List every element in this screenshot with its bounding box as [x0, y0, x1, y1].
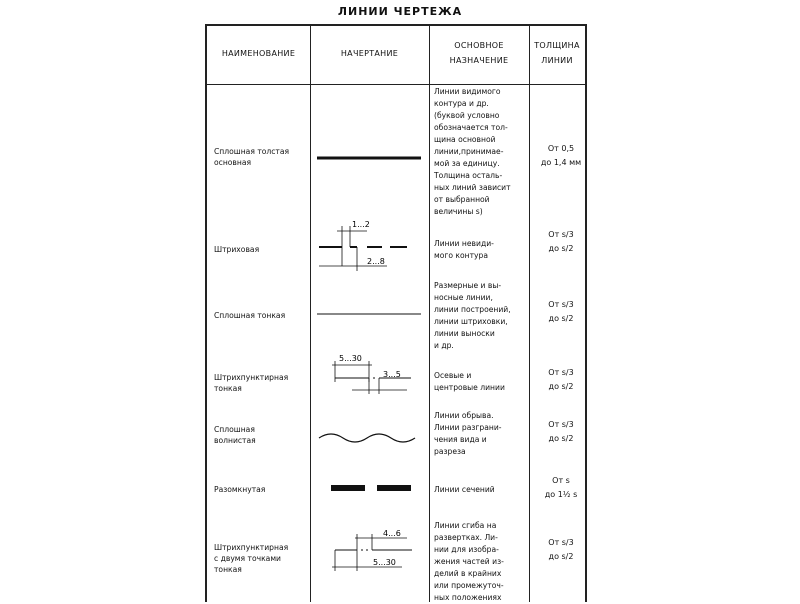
row-1-name: Сплошная толстая основная — [214, 147, 290, 167]
row-3-purpose: Размерные и вы- носные линии, линии построений, линии штриховки, линии выноски и др. — [434, 281, 511, 350]
row-2-thickness: От s/3 до s/2 — [548, 230, 574, 253]
header-name: НАИМЕНОВАНИЕ — [221, 49, 296, 58]
row-6-name: Разомкнутая — [214, 485, 266, 494]
dash-double-dot-line-sample — [332, 529, 412, 571]
header-purpose: ОСНОВНОЕ НАЗНАЧЕНИЕ — [449, 41, 509, 65]
dashed-line-sample — [319, 220, 407, 271]
row-2-name: Штриховая — [214, 245, 260, 254]
row-7-name: Штрихпунктирная с двумя точками тонкая — [214, 543, 289, 574]
header-drawing: НАЧЕРТАНИЕ — [340, 49, 399, 58]
row-4-thickness: От s/3 до s/2 — [548, 368, 574, 391]
row-3-thickness: От s/3 до s/2 — [548, 300, 574, 323]
row-7-thickness: От s/3 до s/2 — [548, 538, 574, 561]
dash-length-label: 1...2 — [352, 220, 370, 229]
row-5-thickness: От s/3 до s/2 — [548, 420, 574, 443]
row-2-purpose: Линии невиди- мого контура — [434, 239, 494, 260]
gap-length-label: 4...6 — [383, 529, 401, 538]
dash-length-label: 5...30 — [339, 354, 362, 363]
wavy-line-sample — [319, 434, 415, 442]
line-samples — [207, 26, 585, 602]
row-1-thickness: От 0,5 до 1,4 мм — [540, 144, 582, 167]
lines-table — [205, 24, 587, 602]
row-5-name: Сплошная волнистая — [214, 425, 256, 445]
header-thickness: ТОЛЩИНА ЛИНИИ — [534, 41, 580, 65]
dash-length-label: 5...30 — [373, 558, 396, 567]
row-3-name: Сплошная тонкая — [214, 311, 286, 320]
row-1-purpose: Линии видимого контура и др. (буквой условно обозначается тол- щина основной линии,принимае- мой за единицу. Толщина осталь- ных линий зависит от выбранной величины s) — [434, 87, 511, 216]
open-line-stroke-right — [377, 485, 411, 491]
row-6-thickness: От s до 1½ s — [544, 476, 578, 499]
row-5-purpose: Линии обрыва. Линии разграни- чения вида и разреза — [434, 411, 502, 456]
dash-gap-label: 2...8 — [367, 257, 385, 266]
gap-length-label: 3...5 — [383, 370, 401, 379]
row-4-name: Штрихпунктирная тонкая — [214, 373, 289, 393]
open-line-stroke-left — [331, 485, 365, 491]
row-7-purpose: Линии сгиба на развертках. Ли- нии для изобра- жения частей из- делий в крайних или промежуточ- ных положениях — [434, 521, 504, 602]
page-title: ЛИНИИ ЧЕРТЕЖА — [337, 5, 463, 18]
row-6-purpose: Линии сечений — [434, 485, 495, 494]
dash-dot-line-sample — [332, 354, 411, 394]
row-4-purpose: Осевые и центровые линии — [434, 371, 505, 392]
